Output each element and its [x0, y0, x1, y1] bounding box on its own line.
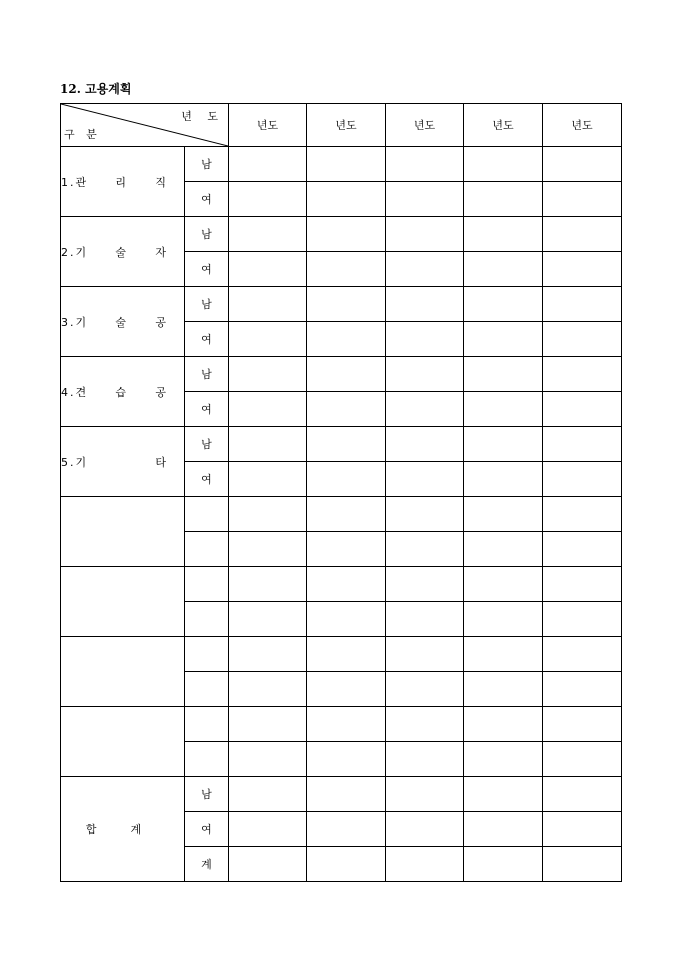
table-row — [61, 567, 622, 602]
category-number: 3. — [61, 315, 76, 329]
category-label-cell — [61, 217, 185, 287]
entry-cell[interactable] — [464, 322, 543, 357]
entry-cell[interactable] — [464, 357, 543, 392]
category-char: 습 — [115, 385, 129, 399]
entry-cell[interactable] — [386, 672, 464, 707]
entry-cell[interactable] — [307, 427, 386, 462]
entry-cell[interactable] — [386, 462, 464, 497]
category-char: 술 — [115, 245, 129, 259]
category-number: 5. — [61, 455, 76, 469]
blank-category-cell[interactable] — [61, 497, 185, 567]
entry-cell[interactable] — [543, 147, 622, 182]
entry-cell[interactable] — [307, 847, 386, 882]
entry-cell[interactable] — [464, 392, 543, 427]
category-label — [61, 384, 184, 400]
category-label-cell — [61, 427, 185, 497]
entry-cell[interactable] — [464, 287, 543, 322]
entry-cell[interactable] — [464, 567, 543, 602]
table-row — [61, 357, 622, 392]
entry-cell[interactable] — [464, 847, 543, 882]
entry-cell[interactable] — [307, 707, 386, 742]
category-lead — [61, 384, 88, 400]
entry-cell[interactable] — [307, 182, 386, 217]
entry-cell[interactable] — [307, 672, 386, 707]
sex-label-cell: 여 — [185, 252, 229, 287]
entry-cell[interactable] — [543, 847, 622, 882]
category-label-cell — [61, 287, 185, 357]
total-label-char: 합 — [85, 823, 97, 836]
year-header: 년도 — [307, 104, 386, 147]
entry-cell[interactable] — [543, 637, 622, 672]
entry-cell[interactable] — [464, 777, 543, 812]
table-row — [61, 427, 622, 462]
table-row — [61, 287, 622, 322]
category-char: 자 — [155, 245, 168, 259]
entry-cell[interactable] — [307, 322, 386, 357]
header-row — [61, 104, 622, 147]
entry-cell[interactable] — [386, 217, 464, 252]
entry-cell[interactable] — [229, 217, 307, 252]
sex-label-cell — [185, 532, 229, 567]
entry-cell[interactable] — [464, 532, 543, 567]
table-row — [61, 637, 622, 672]
blank-category-cell[interactable] — [61, 637, 185, 707]
entry-cell[interactable] — [307, 567, 386, 602]
entry-cell[interactable] — [543, 532, 622, 567]
entry-cell[interactable] — [386, 847, 464, 882]
entry-cell[interactable] — [543, 602, 622, 637]
sex-label-cell — [185, 567, 229, 602]
entry-cell[interactable] — [543, 392, 622, 427]
entry-cell[interactable] — [386, 707, 464, 742]
sex-label-cell: 여 — [185, 392, 229, 427]
category-label — [61, 454, 184, 470]
sex-label-cell — [185, 742, 229, 777]
entry-cell[interactable] — [386, 567, 464, 602]
sex-label-cell: 여 — [185, 182, 229, 217]
category-corner-label: 구 분 — [64, 128, 101, 141]
entry-cell[interactable] — [229, 532, 307, 567]
entry-cell[interactable] — [229, 707, 307, 742]
entry-cell[interactable] — [307, 637, 386, 672]
entry-cell[interactable] — [386, 427, 464, 462]
total-label — [86, 821, 159, 837]
sex-label-cell: 남 — [185, 427, 229, 462]
category-char: 관 — [75, 175, 89, 189]
category-number: 4. — [61, 385, 76, 399]
entry-cell[interactable] — [464, 462, 543, 497]
entry-cell[interactable] — [307, 602, 386, 637]
entry-cell[interactable] — [229, 252, 307, 287]
sex-label-cell: 계 — [185, 847, 229, 882]
entry-cell[interactable] — [543, 707, 622, 742]
sex-label-cell — [185, 707, 229, 742]
category-label — [61, 244, 184, 260]
entry-cell[interactable] — [464, 637, 543, 672]
sex-label-cell: 남 — [185, 287, 229, 322]
sex-label-cell: 여 — [185, 812, 229, 847]
entry-cell[interactable] — [543, 672, 622, 707]
entry-cell[interactable] — [543, 462, 622, 497]
category-label-cell — [61, 147, 185, 217]
entry-cell[interactable] — [464, 217, 543, 252]
diagonal-header-cell — [61, 104, 229, 147]
year-header: 년도 — [464, 104, 543, 147]
sex-label-cell: 남 — [185, 357, 229, 392]
entry-cell[interactable] — [229, 847, 307, 882]
table-row — [61, 497, 622, 532]
entry-cell[interactable] — [464, 147, 543, 182]
entry-cell[interactable] — [543, 742, 622, 777]
blank-category-cell[interactable] — [61, 567, 185, 637]
entry-cell[interactable] — [464, 497, 543, 532]
category-char: 타 — [155, 455, 168, 469]
entry-cell[interactable] — [543, 812, 622, 847]
entry-cell[interactable] — [307, 217, 386, 252]
table-row — [61, 217, 622, 252]
entry-cell[interactable] — [229, 287, 307, 322]
entry-cell[interactable] — [386, 182, 464, 217]
category-char: 기 — [75, 455, 89, 469]
entry-cell[interactable] — [464, 427, 543, 462]
entry-cell[interactable] — [386, 532, 464, 567]
entry-cell[interactable] — [307, 462, 386, 497]
sex-label-cell — [185, 602, 229, 637]
sex-label-cell: 남 — [185, 777, 229, 812]
category-label — [61, 174, 184, 190]
entry-cell[interactable] — [543, 287, 622, 322]
blank-category-cell[interactable] — [61, 707, 185, 777]
entry-cell[interactable] — [464, 672, 543, 707]
entry-cell[interactable] — [386, 497, 464, 532]
entry-cell[interactable] — [307, 392, 386, 427]
entry-cell[interactable] — [386, 147, 464, 182]
sex-label-cell: 남 — [185, 147, 229, 182]
entry-cell[interactable] — [543, 252, 622, 287]
entry-cell[interactable] — [307, 287, 386, 322]
entry-cell[interactable] — [229, 602, 307, 637]
entry-cell[interactable] — [386, 322, 464, 357]
total-label-char: 계 — [130, 823, 142, 836]
entry-cell[interactable] — [543, 182, 622, 217]
category-lead — [61, 454, 88, 470]
entry-cell[interactable] — [464, 252, 543, 287]
entry-cell[interactable] — [464, 812, 543, 847]
entry-cell[interactable] — [229, 427, 307, 462]
year-header: 년도 — [386, 104, 464, 147]
entry-cell[interactable] — [229, 182, 307, 217]
entry-cell[interactable] — [229, 812, 307, 847]
entry-cell[interactable] — [229, 672, 307, 707]
entry-cell[interactable] — [464, 182, 543, 217]
entry-cell[interactable] — [386, 357, 464, 392]
category-char: 견 — [75, 385, 89, 399]
entry-cell[interactable] — [307, 777, 386, 812]
entry-cell[interactable] — [229, 147, 307, 182]
entry-cell[interactable] — [543, 777, 622, 812]
entry-cell[interactable] — [229, 392, 307, 427]
category-char: 술 — [115, 315, 129, 329]
year-header: 년도 — [543, 104, 622, 147]
entry-cell[interactable] — [307, 532, 386, 567]
category-label — [61, 314, 184, 330]
category-char: 공 — [155, 385, 168, 399]
year-header: 년도 — [229, 104, 307, 147]
entry-cell[interactable] — [229, 497, 307, 532]
sex-label-cell — [185, 497, 229, 532]
entry-cell[interactable] — [464, 707, 543, 742]
section-title: 12. 고용계획 — [60, 82, 132, 96]
entry-cell[interactable] — [307, 252, 386, 287]
category-char: 공 — [155, 315, 168, 329]
total-row — [61, 777, 622, 812]
entry-cell[interactable] — [307, 742, 386, 777]
entry-cell[interactable] — [543, 427, 622, 462]
entry-cell[interactable] — [229, 777, 307, 812]
entry-cell[interactable] — [229, 742, 307, 777]
category-char: 기 — [75, 315, 89, 329]
category-number: 1. — [61, 175, 76, 189]
category-lead — [61, 314, 88, 330]
entry-cell[interactable] — [386, 252, 464, 287]
category-lead — [61, 174, 88, 190]
sex-label-cell — [185, 637, 229, 672]
sex-label-cell: 여 — [185, 322, 229, 357]
category-lead — [61, 244, 88, 260]
entry-cell[interactable] — [543, 322, 622, 357]
entry-cell[interactable] — [386, 742, 464, 777]
category-char: 직 — [155, 175, 168, 189]
total-label-cell — [61, 777, 185, 882]
entry-cell[interactable] — [307, 357, 386, 392]
entry-cell[interactable] — [543, 357, 622, 392]
year-corner-label: 년 도 — [181, 110, 224, 123]
category-char: 리 — [115, 175, 129, 189]
entry-cell[interactable] — [543, 497, 622, 532]
table-row — [61, 147, 622, 182]
entry-cell[interactable] — [229, 462, 307, 497]
entry-cell[interactable] — [386, 812, 464, 847]
entry-cell[interactable] — [386, 777, 464, 812]
entry-cell[interactable] — [386, 637, 464, 672]
entry-cell[interactable] — [229, 357, 307, 392]
sex-label-cell: 남 — [185, 217, 229, 252]
entry-cell[interactable] — [229, 567, 307, 602]
category-char: 기 — [75, 245, 89, 259]
category-number: 2. — [61, 245, 76, 259]
entry-cell[interactable] — [307, 812, 386, 847]
entry-cell[interactable] — [464, 602, 543, 637]
entry-cell[interactable] — [543, 567, 622, 602]
entry-cell[interactable] — [386, 602, 464, 637]
sex-label-cell — [185, 672, 229, 707]
entry-cell[interactable] — [229, 637, 307, 672]
entry-cell[interactable] — [543, 217, 622, 252]
entry-cell[interactable] — [307, 147, 386, 182]
table-row — [61, 707, 622, 742]
entry-cell[interactable] — [386, 287, 464, 322]
category-label-cell — [61, 357, 185, 427]
sex-label-cell: 여 — [185, 462, 229, 497]
entry-cell[interactable] — [307, 497, 386, 532]
employment-plan-table — [60, 103, 622, 882]
entry-cell[interactable] — [464, 742, 543, 777]
entry-cell[interactable] — [386, 392, 464, 427]
entry-cell[interactable] — [229, 322, 307, 357]
